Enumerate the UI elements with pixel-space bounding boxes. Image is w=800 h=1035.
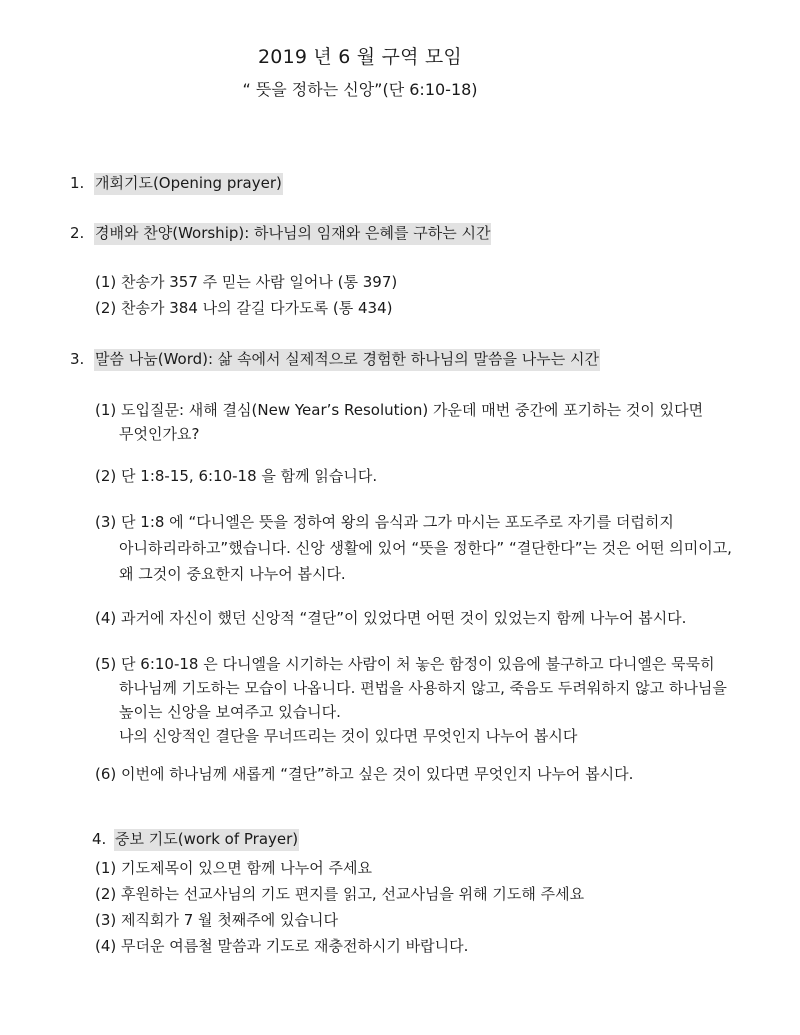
question-line: (2) 단 1:8-15, 6:10-18 을 함께 읽습니다. bbox=[95, 467, 378, 485]
question-line: 왜 그것이 중요한지 나누어 봅시다. bbox=[119, 565, 346, 583]
hymn-item: (2) 찬송가 384 나의 갈길 다가도록 (통 434) bbox=[95, 299, 393, 317]
discussion-question-4 bbox=[95, 606, 686, 630]
prayer-item: (1) 기도제목이 있으면 함께 나누어 주세요 bbox=[95, 859, 372, 877]
section-1-heading bbox=[70, 172, 283, 193]
section-title: 경배와 찬양(Worship): 하나님의 임재와 은혜를 구하는 시간 bbox=[94, 223, 491, 245]
discussion-question-2 bbox=[95, 464, 377, 488]
question-line: (3) 단 1:8 에 “다니엘은 뜻을 정하여 왕의 음식과 그가 마시는 포도주로 자기를 더럽히지 bbox=[95, 513, 674, 531]
discussion-question-6 bbox=[95, 762, 633, 786]
discussion-question-5 bbox=[95, 652, 727, 748]
question-line: 높이는 신앙을 보여주고 있습니다. bbox=[119, 703, 341, 721]
prayer-item: (4) 무더운 여름철 말씀과 기도로 재충전하시기 바랍니다. bbox=[95, 937, 469, 955]
page-title: 2019 년 6 월 구역 모임 bbox=[258, 46, 462, 68]
section-3-heading bbox=[70, 348, 600, 369]
section-title: 개회기도(Opening prayer) bbox=[94, 173, 283, 195]
question-line: (5) 단 6:10-18 은 다니엘을 시기하는 사람이 처 놓은 함정이 있음에 불구하고 다니엘은 묵묵히 bbox=[95, 655, 715, 673]
question-line: (4) 과거에 자신이 했던 신앙적 “결단”이 있었다면 어떤 것이 있었는지 함께 나누어 봅시다. bbox=[95, 609, 687, 627]
question-line: 아니하리라하고”했습니다. 신앙 생활에 있어 “뜻을 정한다” “결단한다”는 것은 어떤 의미이고, bbox=[119, 539, 732, 557]
section-number: 1. bbox=[70, 174, 85, 192]
section-title: 중보 기도(work of Prayer) bbox=[114, 829, 299, 851]
section-number: 2. bbox=[70, 224, 85, 242]
question-line: 하나님께 기도하는 모습이 나옵니다. 편법을 사용하지 않고, 죽음도 두려워하지 않고 하나님을 bbox=[119, 679, 727, 697]
section-number: 3. bbox=[70, 350, 85, 368]
section-4-heading bbox=[92, 828, 299, 849]
question-line: 나의 신앙적인 결단을 무너뜨리는 것이 있다면 무엇인지 나누어 봅시다 bbox=[119, 727, 578, 745]
question-line: 무엇인가요? bbox=[119, 425, 200, 443]
section-title: 말씀 나눔(Word): 삶 속에서 실제적으로 경험한 하나님의 말씀을 나누는 시간 bbox=[94, 349, 600, 371]
discussion-question-3 bbox=[95, 510, 732, 586]
question-line: (1) 도입질문: 새해 결심(New Year’s Resolution) 가운데 매번 중간에 포기하는 것이 있다면 bbox=[95, 401, 704, 419]
section-number: 4. bbox=[92, 830, 107, 848]
prayer-item: (3) 제직회가 7 월 첫째주에 있습니다 bbox=[95, 911, 339, 929]
discussion-question-1 bbox=[95, 398, 703, 446]
question-line: (6) 이번에 하나님께 새롭게 “결단”하고 싶은 것이 있다면 무엇인지 나누어 봅시다. bbox=[95, 765, 634, 783]
prayer-item: (2) 후원하는 선교사님의 기도 편지를 읽고, 선교사님을 위해 기도해 주세요 bbox=[95, 885, 585, 903]
hymn-item: (1) 찬송가 357 주 믿는 사람 일어나 (통 397) bbox=[95, 273, 398, 291]
page-subtitle: “ 뜻을 정하는 신앙”(단 6:10-18) bbox=[242, 80, 478, 99]
section-2-heading bbox=[70, 222, 491, 243]
